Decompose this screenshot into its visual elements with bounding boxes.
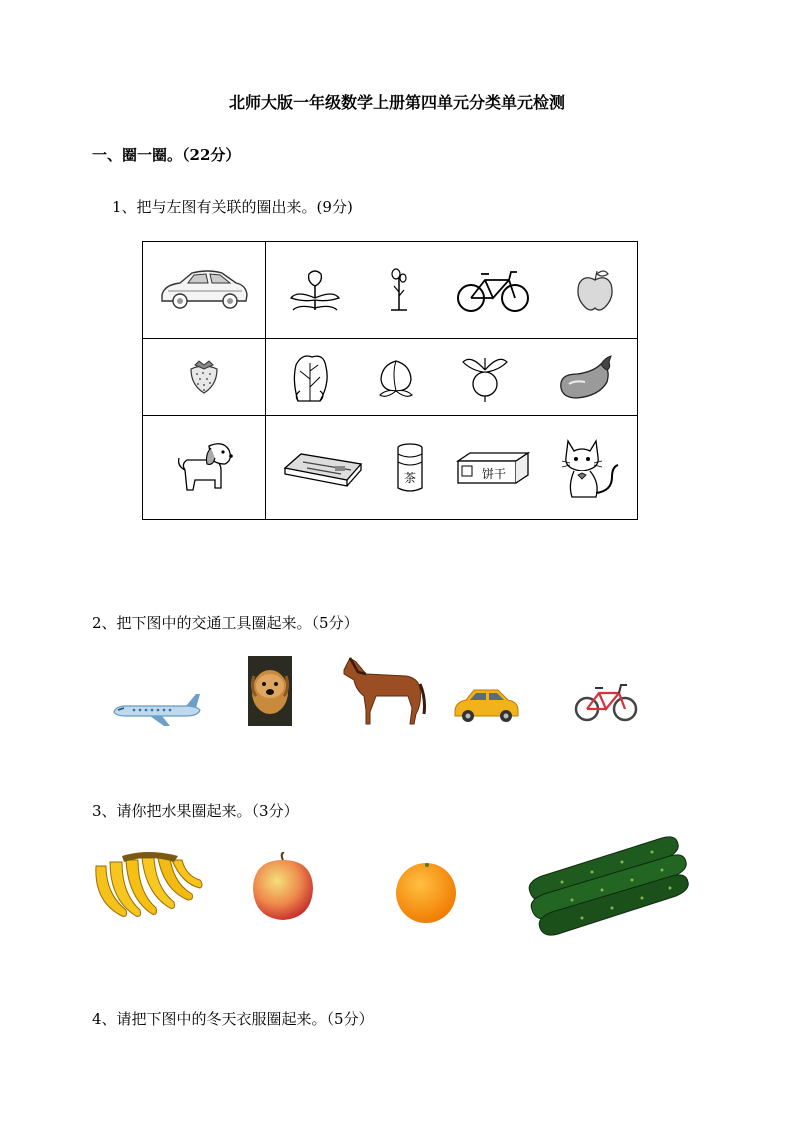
banana-icon: [92, 846, 204, 922]
table-row: [143, 242, 638, 339]
eggplant-icon: [555, 354, 615, 400]
left-cell: [143, 339, 266, 416]
left-cell: [143, 416, 266, 520]
dog-icon: [173, 440, 235, 496]
strawberry-icon: [187, 359, 221, 395]
table-row: [143, 416, 638, 520]
table-row: [143, 339, 638, 416]
car-icon: [158, 265, 250, 315]
sprout-icon: [386, 266, 412, 314]
airplane-icon: [110, 692, 202, 728]
question-1-label: 1、把与左图有关联的圈出来。(9分): [112, 198, 353, 216]
horse-icon: [336, 654, 426, 726]
bicycle-icon: [574, 682, 638, 722]
options-cell: [266, 416, 638, 520]
apple-icon: [574, 268, 616, 312]
left-cell: [143, 242, 266, 339]
bicycle-icon: [455, 266, 531, 314]
question-2-label: 2、把下图中的交通工具圈起来。（5分）: [92, 614, 359, 632]
cucumber-icon: [522, 832, 692, 938]
biscuit-box-icon: [456, 451, 530, 485]
page-title: 北师大版一年级数学上册第四单元分类单元检测: [228, 93, 565, 112]
question-4-label: 4、请把下图中的冬天衣服圈起来。（5分）: [92, 1010, 374, 1028]
peach-icon: [376, 355, 416, 399]
radish-icon: [459, 352, 511, 402]
question-1-table: [142, 241, 638, 520]
section-1-heading: 一、圈一圈。（22分）: [92, 146, 241, 164]
tea-can-icon: [395, 442, 425, 494]
flower-icon: [287, 268, 343, 312]
orange-icon: [394, 860, 458, 924]
options-cell: [266, 242, 638, 339]
options-cell: [266, 339, 638, 416]
pencil-box-icon: [281, 448, 365, 488]
question-3-label: 3、请你把水果圈起来。（3分）: [92, 802, 299, 820]
tea-can-label: 茶: [404, 470, 417, 485]
cabbage-icon: [288, 351, 332, 403]
puppy-icon: [248, 656, 292, 726]
cat-icon: [560, 437, 622, 499]
peach-icon: [250, 852, 316, 922]
biscuit-box-label: 饼干: [481, 466, 506, 481]
taxi-icon: [452, 686, 520, 724]
